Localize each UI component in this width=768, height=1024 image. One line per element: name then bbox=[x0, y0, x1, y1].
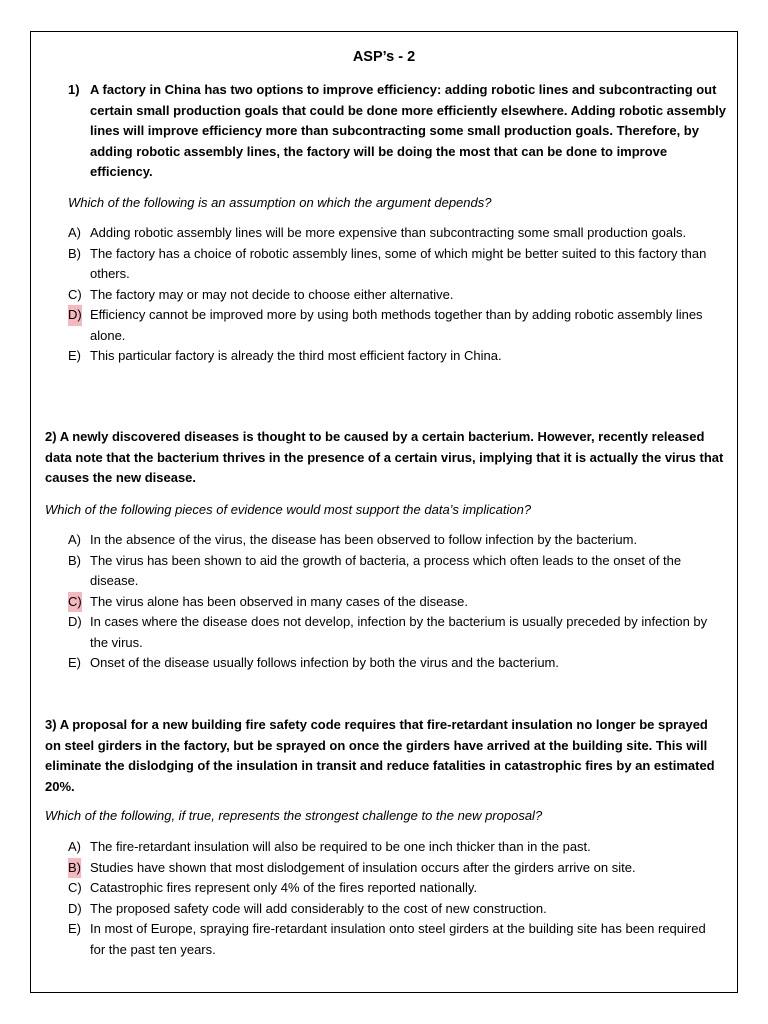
choice-3b bbox=[68, 858, 724, 879]
question-2-prompt: Which of the following pieces of evidence would most support the data’s implication? bbox=[45, 502, 532, 517]
choice-1e bbox=[68, 346, 724, 367]
choice-3d bbox=[68, 899, 724, 920]
choice-letter-highlighted: C) bbox=[68, 592, 82, 613]
choice-2a bbox=[68, 530, 724, 551]
choice-3e bbox=[68, 919, 724, 960]
choice-text: The fire-retardant insulation will also be required to be one inch thicker than in the past. bbox=[90, 839, 591, 854]
choice-letter: E) bbox=[68, 348, 81, 363]
question-1-text: A factory in China has two options to improve efficiency: adding robotic lines and subcontracting out certain small production goals that could be done more efficiently elsewhere. Adding robotic assembly lines will improve efficiency more than subcontracting some small production goals. Therefore, by adding robotic assembly lines, the factory will be doing the most that can be done to improve efficiency. bbox=[90, 82, 726, 179]
choice-1a bbox=[68, 223, 724, 244]
question-3-stem: 3) A proposal for a new building fire safety code requires that fire-retardant insulation no longer be sprayed on steel girders in the factory, but be sprayed on once the girders have arrived at the building site. This will eliminate the dislodging of the insulation in transit and reduce fatalities in catastrophic fires by an estimated 20%. bbox=[45, 717, 715, 794]
choice-text: This particular factory is already the third most efficient factory in China. bbox=[90, 348, 502, 363]
page-title: ASP’s - 2 bbox=[352, 49, 416, 65]
choice-letter: A) bbox=[68, 839, 81, 854]
choice-2d bbox=[68, 612, 724, 653]
choice-letter: E) bbox=[68, 655, 81, 670]
choice-3c bbox=[68, 878, 724, 899]
choice-text: In most of Europe, spraying fire-retardant insulation onto steel girders at the building site has been required for the past ten years. bbox=[90, 921, 706, 957]
choice-letter: D) bbox=[68, 614, 82, 629]
question-2-stem: 2) A newly discovered diseases is thought to be caused by a certain bacterium. However, recently released data note that the bacterium thrives in the presence of a certain virus, implying that it is actually the virus that causes the new disease. bbox=[45, 429, 724, 485]
question-3-prompt: Which of the following, if true, represents the strongest challenge to the new proposal? bbox=[45, 808, 543, 823]
choice-text: The factory has a choice of robotic assembly lines, some of which might be better suited to this factory than others. bbox=[90, 245, 707, 281]
choice-text: In cases where the disease does not develop, infection by the bacterium is usually preceded by infection by the virus. bbox=[90, 614, 708, 650]
choice-letter: C) bbox=[68, 286, 82, 302]
choice-text: Studies have shown that most dislodgement of insulation occurs after the girders arrive on site. bbox=[90, 859, 636, 875]
question-2-choices bbox=[68, 530, 724, 674]
choice-text: Catastrophic fires represent only 4% of the fires reported nationally. bbox=[90, 880, 478, 895]
choice-letter: A) bbox=[68, 532, 81, 547]
choice-letter-highlighted: B) bbox=[68, 858, 81, 879]
choice-text: The factory may or may not decide to choose either alternative. bbox=[90, 286, 454, 302]
question-3-choices bbox=[68, 837, 724, 960]
choice-2c bbox=[68, 592, 724, 613]
choice-letter: C) bbox=[68, 880, 82, 895]
choice-text: Onset of the disease usually follows infection by both the virus and the bacterium. bbox=[90, 655, 559, 670]
choice-letter: B) bbox=[68, 245, 81, 261]
choice-1d bbox=[68, 305, 724, 346]
choice-text: The proposed safety code will add considerably to the cost of new construction. bbox=[90, 900, 547, 916]
choice-text: The virus alone has been observed in many cases of the disease. bbox=[90, 593, 468, 609]
question-1-stem bbox=[68, 80, 728, 183]
choice-2e bbox=[68, 653, 724, 674]
choice-letter: A) bbox=[68, 225, 81, 240]
choice-text: The virus has been shown to aid the growth of bacteria, a process which often leads to the onset of the disease. bbox=[90, 552, 682, 588]
choice-1b bbox=[68, 244, 724, 285]
choice-text: Efficiency cannot be improved more by using both methods together than by adding robotic assembly lines alone. bbox=[90, 307, 703, 343]
choice-text: In the absence of the virus, the disease has been observed to follow infection by the bacterium. bbox=[90, 532, 638, 547]
choice-letter: B) bbox=[68, 552, 81, 568]
choice-letter: E) bbox=[68, 921, 81, 936]
choice-2b bbox=[68, 551, 724, 592]
choice-text: Adding robotic assembly lines will be more expensive than subcontracting some small production goals. bbox=[90, 225, 687, 240]
question-1-number: 1) bbox=[68, 82, 80, 97]
choice-1c bbox=[68, 285, 724, 306]
choice-letter: D) bbox=[68, 900, 82, 916]
question-1-prompt: Which of the following is an assumption on which the argument depends? bbox=[68, 195, 492, 210]
choice-3a bbox=[68, 837, 724, 858]
question-1-choices bbox=[68, 223, 724, 367]
choice-letter-highlighted: D) bbox=[68, 305, 82, 326]
